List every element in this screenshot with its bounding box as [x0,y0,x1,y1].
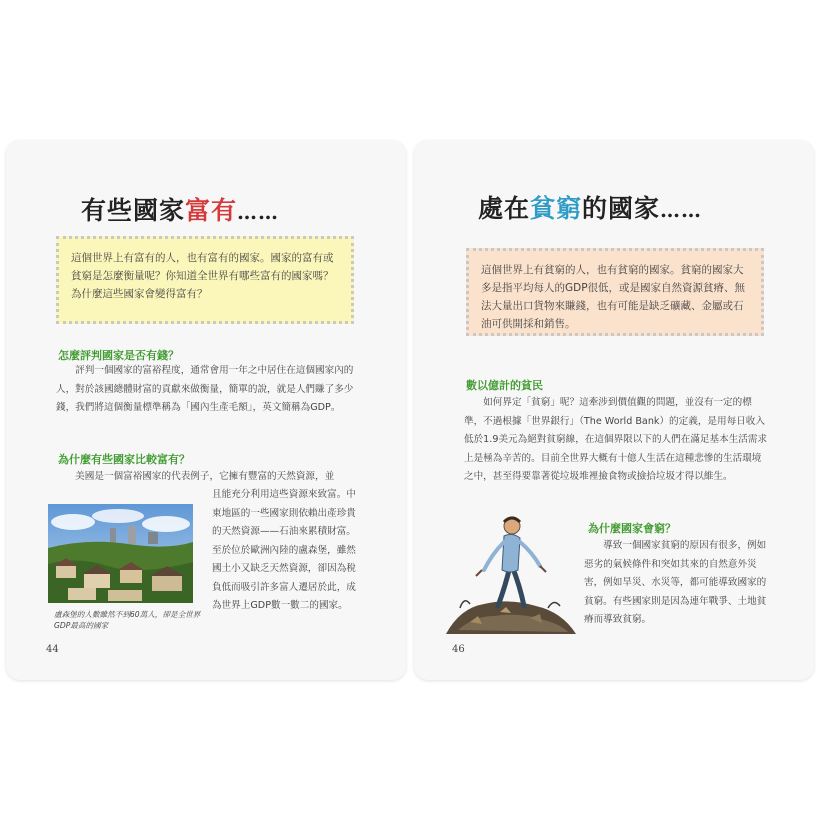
right-page-number: 46 [452,644,465,655]
left-page-number: 44 [46,644,59,655]
right-intro-box [466,248,764,336]
title-text-post: 的國家 [582,194,661,223]
right-intro-text: 這個世界上有貧窮的人，也有貧窮的國家。貧窮的國家大多是指平均每人的GDP很低，或是國家自然資源貧瘠、無法大量出口貨物來賺錢，也有可能是缺乏礦藏、金屬或石油可供開採和銷售。 [481,264,746,330]
left-section1-heading: 怎麼評判國家是否有錢？ [58,349,179,362]
title-highlight: 富有 [185,196,238,225]
luxembourg-photo [48,504,193,603]
right-page [414,140,814,680]
title-dots: …… [237,200,280,224]
left-section2-heading: 為什麼有些國家比較富有？ [58,453,190,466]
left-intro-box [56,236,354,324]
man-on-trash-illustration [440,512,582,642]
title-text: 處在 [478,194,531,223]
left-page-title [81,191,279,227]
right-section2-heading: 為什麼國家會窮？ [588,522,676,535]
title-text: 有些國家 [81,196,186,225]
left-page [6,140,406,680]
right-section2-body: 導致一個國家貧窮的原因有很多，例如惡劣的氣候條件和突如其來的自然意外災害，例如旱災、水災等，都可能導致國家的貧窮。有些國家則是因為連年戰爭、土地貧瘠而導致貧窮。 [584,540,767,625]
right-section1-heading: 數以億計的貧民 [466,379,543,392]
right-section1-body: 如何界定「貧窮」呢？這牽涉到價值觀的問題，並沒有一定的標準，不過根據「世界銀行」（The World Bank）的定義，是用每日收入低於1.9美元為絕對貧窮線，在這個界限以下的人們在滿足基本生活需求上是極為辛苦的。目前全世界大概有十億人生活在這種悲慘的生活環境之中，甚至得要靠著從垃圾堆裡撿食物或撿拾垃圾才得以維生。 [464,397,768,482]
left-section2-lead: 美國是一個富裕國家的代表例子，它擁有豐富的天然資源，並 [56,471,335,482]
left-section1-body: 評判一個國家的富裕程度，通常會用一年之中居住在這個國家內的人，對於該國總體財富的貢獻來做衡量，簡單的說，就是人們賺了多少錢，我們將這個衡量標準稱為「國內生產毛額」，英文簡稱為GDP。 [56,365,354,413]
left-intro-text: 這個世界上有富有的人，也有富有的國家。國家的富有或貧窮是怎麼衡量呢？你知道全世界有哪些富有的國家嗎？為什麼這些國家會變得富有？ [71,252,334,300]
photo-caption: 盧森堡的人數雖然不到60萬人，卻是全世界GDP最高的國家 [54,610,201,630]
right-page-title [478,189,702,225]
title-dots: …… [660,198,703,222]
title-highlight: 貧窮 [530,194,583,223]
left-section2-body: 且能充分利用這些資源來致富。中東地區的一些國家則依賴出產珍貴的天然資源——石油來累積財富。至於位於歐洲內陸的盧森堡，雖然國土小又缺乏天然資源，卻因為稅負低而吸引許多富人遷居於此，成為世界上GDP數一數二的國家。 [212,489,356,611]
